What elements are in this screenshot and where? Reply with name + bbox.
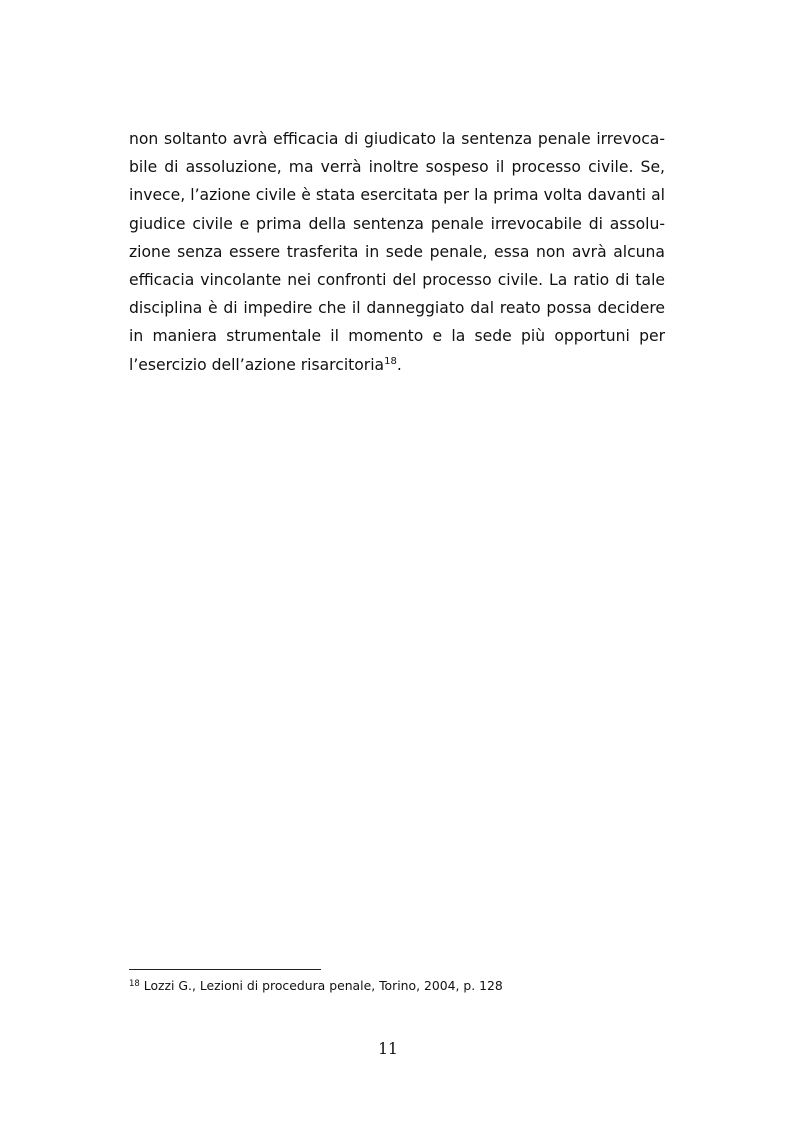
text-line: in maniera strumentale il momento e la sede più opportuni per (129, 327, 665, 346)
body-paragraph (129, 125, 665, 379)
footnote (129, 978, 503, 994)
text-line: bile di assoluzione, ma verrà inoltre sospeso il processo civile. Se, (129, 158, 665, 177)
sentence-period: . (396, 355, 402, 374)
text-line: zione senza essere trasferita in sede penale, essa non avrà alcuna (129, 242, 665, 261)
text-line: efficacia vincolante nei confronti del processo civile. La ratio di tale (129, 270, 665, 289)
page-number: 11 (378, 1040, 398, 1058)
text-line-last (129, 351, 665, 379)
text-line: giudice civile e prima della sentenza penale irrevocabile di assolu- (129, 214, 665, 233)
text-line: disciplina è di impedire che il danneggiato dal reato possa decidere (129, 299, 665, 318)
footnote-separator (129, 969, 321, 970)
text-line: non soltanto avrà efficacia di giudicato la sentenza penale irrevoca- (129, 130, 665, 148)
footnote-reference[interactable]: 18 (384, 355, 397, 367)
footnote-number: 18 (129, 979, 140, 989)
footnote-text: Lozzi G., Lezioni di procedura penale, Torino, 2004, p. 128 (143, 978, 503, 993)
text-line-content: l’esercizio dell’azione risarcitoria (129, 355, 385, 374)
text-line: invece, l’azione civile è stata esercitata per la prima volta davanti al (129, 186, 665, 205)
